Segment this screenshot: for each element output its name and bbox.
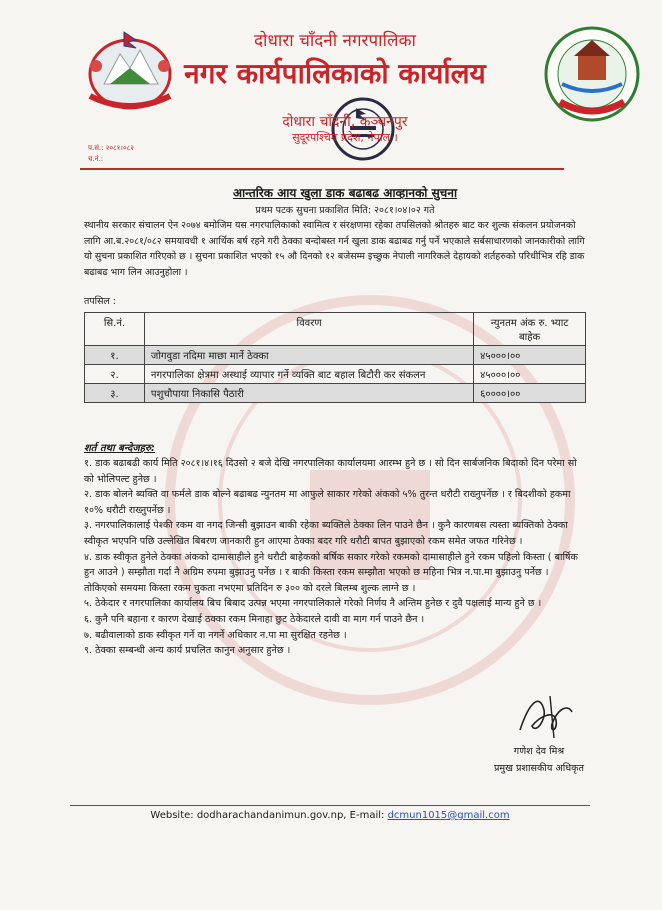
office-name: नगर कार्यपालिकाको कार्यालय — [184, 57, 486, 90]
row-amount: ६००००।०० — [474, 384, 586, 403]
terms-heading: शर्त तथा बन्देजहरु: — [84, 443, 155, 454]
municipality-name: दोधारा चाँदनी नगरपालिका — [254, 31, 416, 51]
terms-list — [84, 456, 584, 659]
table-row — [85, 365, 586, 384]
row-description: पशुचौपाया निकासि पैठारी — [144, 384, 473, 403]
signatory-name: गणेश देव मिश्र — [513, 746, 565, 757]
tender-table — [84, 312, 586, 403]
signatory-title: प्रमुख प्रशासकीय अधिकृत — [493, 763, 585, 774]
term-item: ३. नगरपालिकालाई पेश्की रकम वा नगद जिन्सी बुझाउन बाकी रहेका ब्यक्तिले ठेक्का लिन पाउने छैन । कुनै कारणबस त्यस्ता ब्यक्तिको ठेक्का स्वीकृत भएपनि पछि उल्लेखित बिबरण जानकारी हुन आएमा ठेक्का बदर गरि धरौटी बापत बुझाएको रकम समेत जफत गरिनेछ । — [84, 520, 568, 547]
term-item: ४. डाक स्वीकृत हुनेले ठेक्का अंकको दामासाहीले हुने धरौटी बाहेकको बर्षिक सकार गरेको रकमको दामासाहीले हुने रकम पहिलो किस्ता ( बार्षिक हुन आउने ) सम्झौता गर्दा नै अग्रिम रुपमा बुझाउनु पर्नेछ । र बाकी किस्ता रकम सम्झौता भएको छ महिना भित्र न.पा.मा बुझाउनु पर्नेछ । तोकिएको समयमा किस्ता रकम चुकता नभएमा प्रतिदिन रु ३०० को दरले बिलम्ब शुल्क लाग्ने छ । — [84, 551, 578, 594]
term-item: ५. ठेकेदार र नगरपालिका कार्यालय बिच बिबाद उत्पन्न भएमा नगरपालिकाले गरेको निर्णय नै अन्तिम हुनेछ र दुवै पक्षलाई मान्य हुने छ । — [84, 598, 542, 610]
table-header-row — [85, 313, 586, 346]
term-item: ६. कुनै पनि बहाना र कारण देखाई ठक्का रकम मिनाहा छुट ठेकेदारले दावी वा माग गर्न पाउने छैन । — [84, 613, 425, 625]
row-description: जोगवुडा नदिमा माछा मार्ने ठेक्का — [144, 346, 473, 365]
footer-website: Website: dodharachandanimun.gov.np, E-mail: — [150, 810, 388, 821]
col-header-sn: सि.नं. — [85, 313, 145, 346]
table-row — [85, 346, 586, 365]
header-divider — [80, 168, 564, 170]
term-item: २. डाक बोलने ब्यक्ति वा फर्मले डाक बोल्ने बढाबढ न्युनतम मा आफुले साकार गरेको अंकको ५% तुरन्त धरौटी राख्नुपर्नेछ । र बिदशीको हकमा १०% धरौटी राख्नुपर्नेछ । — [84, 489, 571, 516]
notice-paragraph: स्थानीय सरकार संचालन ऐन २०७४ बमोजिम यस नगरपालिकाको स्वामित्व र संरक्षणमा रहेका तपसिलको श्रोतहरु बाट कर शुल्क संकलन प्रयोजनको लागि आ.ब.२०८१/०८२ समयावधी १ आर्थिक बर्ष रहने गरी ठेक्का बन्दोबस्त गर्न खुला डाक बढाबढ गर्नु पर्ने भएकाले सर्बसाधारणको जानकारीको लागि यो सुचना प्रकाशित गरिएको छ । सुचना प्रकाशित भएको १५ औ दिनको १२ बजेसम्म इच्छुक नेपाली नागरिकले देहायको शर्तहरुको परिधीभित्र रहि डाक बढाबढ भाग लिन आउनुहोला । — [84, 220, 585, 278]
footer-contact — [70, 810, 590, 821]
handwritten-signature — [510, 690, 580, 742]
nepal-emblem-logo — [76, 26, 184, 114]
term-item: १. डाक बढाबढी कार्य मिति २०८१।४।१६ दिउसो २ बजे देखि नगरपालिका कार्यालयमा आरम्भ हुने छ । सो दिन सार्बजनिक बिदाको दिन परेमा सो को भोलिपल्ट हुनेछ । — [84, 458, 577, 485]
province-name: सुदूरपश्चिम प्रदेश, नेपाल । — [292, 131, 398, 144]
tapasil-label: तपसिल : — [84, 296, 116, 307]
row-sn: १. — [85, 346, 145, 365]
row-amount: ४५०००।०० — [474, 346, 586, 365]
table-row — [85, 384, 586, 403]
footer-divider — [70, 805, 590, 806]
row-description: नगरपालिका क्षेत्रमा अस्थाई व्यापार गर्ने व्यक्ति बाट बहाल बिटौरी कर संकलन — [144, 365, 473, 384]
row-amount: ४५०००।०० — [474, 365, 586, 384]
row-sn: ३. — [85, 384, 145, 403]
col-header-description: विवरण — [144, 313, 473, 346]
notice-subtitle: प्रथम पटक सुचना प्रकाशित मिति: २०८१।०४।०२ गते — [255, 205, 435, 216]
notice-title: आन्तरिक आय खुला डाक बढाबढ आव्हानको सुचना — [232, 186, 458, 200]
office-location: दोधारा चाँदनी, कञ्चनपुर — [282, 114, 408, 130]
dispatch-number: च.नं.: — [88, 155, 104, 163]
reference-number: प.सं.: २०८१।०८२ — [88, 144, 134, 152]
footer-email-link[interactable]: dcmun1015@gmail.com — [387, 810, 510, 821]
row-sn: २. — [85, 365, 145, 384]
term-item: ९. ठेक्का सम्बन्धी अन्य कार्य प्रचलित कानुन अनुसार हुनेछ । — [84, 645, 291, 657]
col-header-min-amount: न्युनतम अंक रु. भ्याट बाहेक — [474, 313, 586, 346]
municipality-logo — [540, 24, 644, 124]
term-item: ७. बढीवालाको डाक स्वीकृत गर्ने वा नगर्ने अधिकार न.पा मा सुरक्षित रहनेछ । — [84, 629, 347, 641]
